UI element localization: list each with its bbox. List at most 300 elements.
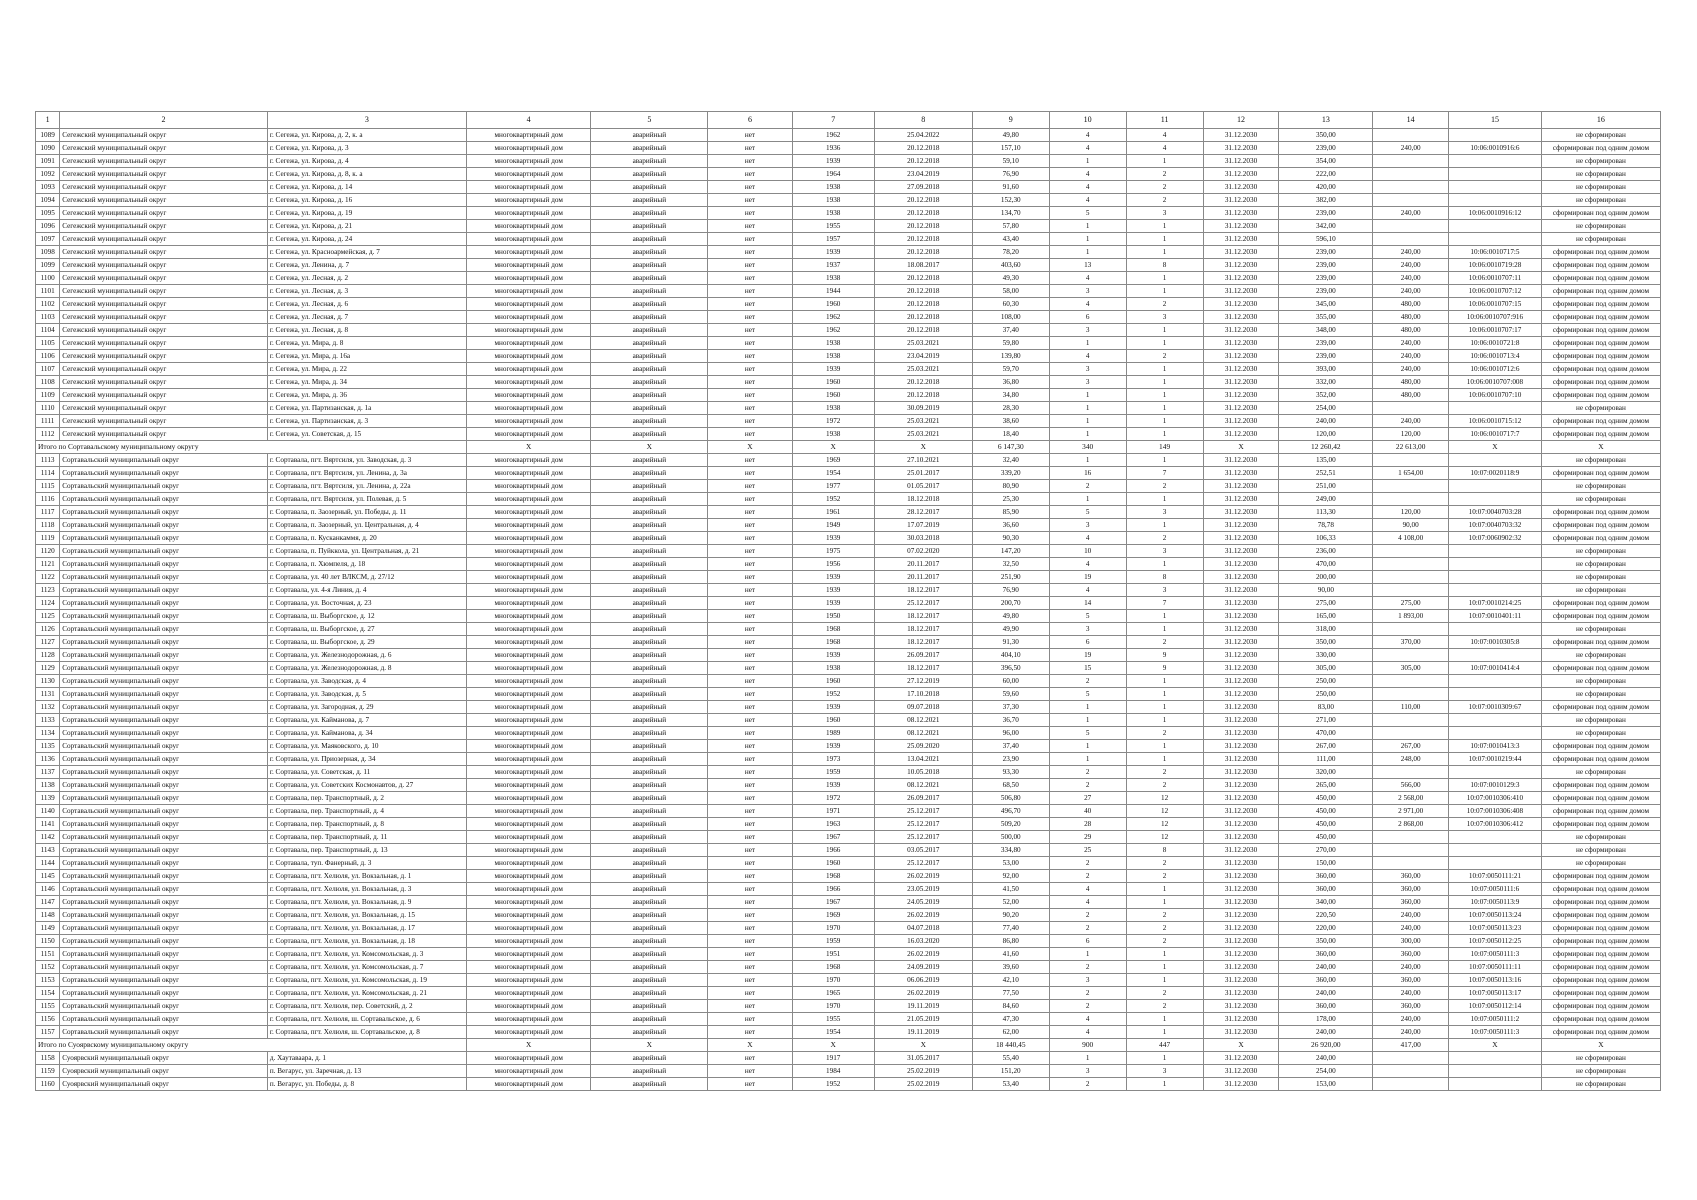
table-cell: 10:06:0010707:15: [1449, 298, 1542, 311]
table-cell: 3: [1049, 363, 1126, 376]
table-cell: 4: [1049, 298, 1126, 311]
table-row: [36, 649, 1661, 662]
table-cell: Сортавальский муниципальный округ: [60, 961, 268, 974]
table-cell: 10:07:0050113:17: [1449, 987, 1542, 1000]
table-cell: 31.12.2030: [1203, 350, 1279, 363]
table-cell: Сортавальский муниципальный округ: [60, 844, 268, 857]
table-cell: Сегежский муниципальный округ: [60, 402, 268, 415]
table-cell: 31.12.2030: [1203, 142, 1279, 155]
table-cell: 240,00: [1373, 207, 1449, 220]
table-cell: аварийный: [591, 155, 708, 168]
table-cell: 239,00: [1279, 246, 1373, 259]
table-cell: аварийный: [591, 519, 708, 532]
table-cell: многоквартирный дом: [467, 532, 591, 545]
table-cell: 10:06:0010713:4: [1449, 350, 1542, 363]
table-cell: 1130: [36, 675, 60, 688]
table-cell: 31.12.2030: [1203, 857, 1279, 870]
table-cell: 18,40: [972, 428, 1049, 441]
table-cell: г. Сортавала, ш. Выборгское, д. 29: [267, 636, 466, 649]
table-cell: аварийный: [591, 285, 708, 298]
table-cell: 1: [1049, 155, 1126, 168]
table-cell: многоквартирный дом: [467, 220, 591, 233]
table-cell: многоквартирный дом: [467, 519, 591, 532]
table-cell: 1: [1126, 376, 1203, 389]
table-cell: 31.12.2030: [1203, 272, 1279, 285]
table-cell: [1449, 727, 1542, 740]
table-cell: нет: [708, 168, 792, 181]
summary-row: [36, 441, 1661, 454]
table-cell: 3: [1049, 285, 1126, 298]
table-cell: 240,00: [1373, 246, 1449, 259]
table-cell: [1373, 129, 1449, 142]
table-cell: 10:07:0010401:11: [1449, 610, 1542, 623]
table-cell: сформирован под одним домом: [1541, 207, 1660, 220]
table-cell: 31.12.2030: [1203, 532, 1279, 545]
table-cell: сформирован под одним домом: [1541, 363, 1660, 376]
table-cell: 31.12.2030: [1203, 311, 1279, 324]
table-cell: 10:07:0050113:24: [1449, 909, 1542, 922]
table-cell: Сегежский муниципальный округ: [60, 311, 268, 324]
table-cell: Суоярвский муниципальный округ: [60, 1078, 268, 1091]
table-cell: 339,20: [972, 467, 1049, 480]
table-cell: аварийный: [591, 649, 708, 662]
table-row: [36, 740, 1661, 753]
table-cell: аварийный: [591, 623, 708, 636]
table-cell: многоквартирный дом: [467, 1052, 591, 1065]
table-cell: аварийный: [591, 922, 708, 935]
table-cell: аварийный: [591, 220, 708, 233]
table-cell: 26.09.2017: [874, 792, 972, 805]
table-cell: 6: [1049, 636, 1126, 649]
table-cell: аварийный: [591, 935, 708, 948]
table-cell: Сегежский муниципальный округ: [60, 194, 268, 207]
table-cell: 480,00: [1373, 298, 1449, 311]
table-cell: многоквартирный дом: [467, 337, 591, 350]
table-cell: г. Сегежа, ул. Мира, д. 34: [267, 376, 466, 389]
table-cell: [1449, 194, 1542, 207]
table-cell: 20.12.2018: [874, 272, 972, 285]
table-cell: 2 568,00: [1373, 792, 1449, 805]
table-cell: 30.09.2019: [874, 402, 972, 415]
table-cell: г. Сортавала, пгт. Хелюля, ул. Вокзальная, д. 18: [267, 935, 466, 948]
table-row: [36, 1065, 1661, 1078]
table-cell: Сортавальский муниципальный округ: [60, 779, 268, 792]
table-row: [36, 272, 1661, 285]
table-cell: 3: [1049, 519, 1126, 532]
table-row: [36, 1000, 1661, 1013]
table-cell: X: [708, 1039, 792, 1052]
table-cell: 355,00: [1279, 311, 1373, 324]
table-cell: 25.03.2021: [874, 428, 972, 441]
table-cell: 1149: [36, 922, 60, 935]
table-cell: 1095: [36, 207, 60, 220]
table-cell: 480,00: [1373, 389, 1449, 402]
table-cell: 31.12.2030: [1203, 285, 1279, 298]
table-cell: Сортавальский муниципальный округ: [60, 753, 268, 766]
table-cell: 200,00: [1279, 571, 1373, 584]
table-cell: 3: [1126, 311, 1203, 324]
table-cell: не сформирован: [1541, 714, 1660, 727]
table-cell: нет: [708, 753, 792, 766]
table-cell: 20.12.2018: [874, 207, 972, 220]
table-cell: 10:07:0050112:14: [1449, 1000, 1542, 1013]
table-cell: г. Сортавала, п. Заозерный, ул. Победы, д. 11: [267, 506, 466, 519]
table-cell: 21.05.2019: [874, 1013, 972, 1026]
table-cell: [1449, 168, 1542, 181]
table-cell: многоквартирный дом: [467, 948, 591, 961]
table-cell: 36,70: [972, 714, 1049, 727]
table-cell: 250,00: [1279, 688, 1373, 701]
table-cell: Сегежский муниципальный округ: [60, 259, 268, 272]
table-cell: нет: [708, 935, 792, 948]
table-cell: Сортавальский муниципальный округ: [60, 532, 268, 545]
table-cell: 20.12.2018: [874, 389, 972, 402]
table-cell: 1954: [792, 1026, 874, 1039]
table-cell: 1: [1126, 428, 1203, 441]
table-cell: 9: [1126, 662, 1203, 675]
table-cell: 93,30: [972, 766, 1049, 779]
table-row: [36, 376, 1661, 389]
table-cell: 10:07:0010414:4: [1449, 662, 1542, 675]
table-cell: 41,50: [972, 883, 1049, 896]
table-cell: многоквартирный дом: [467, 909, 591, 922]
table-cell: [1449, 714, 1542, 727]
table-row: [36, 922, 1661, 935]
table-cell: 1: [1126, 272, 1203, 285]
table-cell: аварийный: [591, 701, 708, 714]
table-cell: 31.12.2030: [1203, 792, 1279, 805]
table-cell: 480,00: [1373, 376, 1449, 389]
table-cell: 76,90: [972, 168, 1049, 181]
table-cell: г. Сортавала, пер. Транспортный, д. 2: [267, 792, 466, 805]
table-cell: 10:07:0050111:21: [1449, 870, 1542, 883]
table-cell: 1112: [36, 428, 60, 441]
table-cell: 360,00: [1373, 883, 1449, 896]
table-cell: 34,80: [972, 389, 1049, 402]
table-cell: 396,50: [972, 662, 1049, 675]
table-cell: [1373, 233, 1449, 246]
table-cell: многоквартирный дом: [467, 727, 591, 740]
table-cell: [1449, 584, 1542, 597]
table-cell: не сформирован: [1541, 857, 1660, 870]
table-cell: 496,70: [972, 805, 1049, 818]
table-cell: 36,60: [972, 519, 1049, 532]
table-cell: 23.04.2019: [874, 168, 972, 181]
table-cell: сформирован под одним домом: [1541, 246, 1660, 259]
table-cell: 42,10: [972, 974, 1049, 987]
table-cell: 2: [1126, 766, 1203, 779]
table-cell: Сортавальский муниципальный округ: [60, 701, 268, 714]
table-cell: Сортавальский муниципальный округ: [60, 610, 268, 623]
table-cell: 8: [1126, 259, 1203, 272]
table-cell: 1111: [36, 415, 60, 428]
table-cell: г. Сортавала, ул. Приозерная, д. 34: [267, 753, 466, 766]
table-cell: 393,00: [1279, 363, 1373, 376]
table-cell: аварийный: [591, 467, 708, 480]
table-cell: [1449, 857, 1542, 870]
table-cell: 1939: [792, 571, 874, 584]
table-cell: 1938: [792, 428, 874, 441]
table-cell: нет: [708, 805, 792, 818]
summary-row: [36, 1039, 1661, 1052]
table-row: [36, 142, 1661, 155]
table-cell: 2: [1049, 922, 1126, 935]
table-cell: 350,00: [1279, 129, 1373, 142]
table-cell: 25,30: [972, 493, 1049, 506]
table-cell: 1938: [792, 350, 874, 363]
table-cell: 240,00: [1279, 987, 1373, 1000]
table-cell: 20.12.2018: [874, 220, 972, 233]
table-cell: многоквартирный дом: [467, 415, 591, 428]
table-cell: 1938: [792, 662, 874, 675]
table-cell: 1939: [792, 246, 874, 259]
table-cell: 5: [1049, 688, 1126, 701]
table-cell: 80,90: [972, 480, 1049, 493]
table-cell: [1449, 558, 1542, 571]
table-cell: 10:07:0050111:11: [1449, 961, 1542, 974]
table-cell: 12: [1126, 818, 1203, 831]
table-cell: 1131: [36, 688, 60, 701]
table-cell: 150,00: [1279, 857, 1373, 870]
table-cell: 31.12.2030: [1203, 233, 1279, 246]
table-cell: [1449, 649, 1542, 662]
table-row: [36, 532, 1661, 545]
table-cell: 31.12.2030: [1203, 220, 1279, 233]
table-cell: Сортавальский муниципальный округ: [60, 649, 268, 662]
table-cell: 1: [1126, 415, 1203, 428]
table-cell: 2: [1126, 857, 1203, 870]
table-cell: 49,30: [972, 272, 1049, 285]
table-cell: 85,90: [972, 506, 1049, 519]
table-cell: 1: [1049, 493, 1126, 506]
table-cell: 18 440,45: [972, 1039, 1049, 1052]
table-cell: 1108: [36, 376, 60, 389]
table-cell: 20.12.2018: [874, 285, 972, 298]
table-cell: 1961: [792, 506, 874, 519]
table-cell: 10:06:0010707:11: [1449, 272, 1542, 285]
table-cell: многоквартирный дом: [467, 844, 591, 857]
table-cell: 10:06:0010916:6: [1449, 142, 1542, 155]
table-cell: 596,10: [1279, 233, 1373, 246]
table-cell: 1145: [36, 870, 60, 883]
table-cell: [1373, 675, 1449, 688]
table-cell: 1: [1049, 753, 1126, 766]
table-cell: 345,00: [1279, 298, 1373, 311]
table-cell: 60,30: [972, 298, 1049, 311]
table-cell: 31.12.2030: [1203, 194, 1279, 207]
table-cell: 31.12.2030: [1203, 558, 1279, 571]
table-cell: 1939: [792, 155, 874, 168]
table-row: [36, 935, 1661, 948]
table-cell: Сегежский муниципальный округ: [60, 129, 268, 142]
table-cell: аварийный: [591, 1078, 708, 1091]
table-cell: [1373, 402, 1449, 415]
table-cell: Сортавальский муниципальный округ: [60, 831, 268, 844]
table-cell: многоквартирный дом: [467, 714, 591, 727]
table-cell: 1129: [36, 662, 60, 675]
table-cell: 43,40: [972, 233, 1049, 246]
table-cell: сформирован под одним домом: [1541, 974, 1660, 987]
table-cell: нет: [708, 883, 792, 896]
table-cell: аварийный: [591, 298, 708, 311]
table-row: [36, 467, 1661, 480]
table-cell: [1373, 1078, 1449, 1091]
table-cell: аварийный: [591, 259, 708, 272]
table-cell: 240,00: [1373, 337, 1449, 350]
table-cell: 1938: [792, 337, 874, 350]
table-cell: многоквартирный дом: [467, 350, 591, 363]
table-cell: многоквартирный дом: [467, 506, 591, 519]
table-row: [36, 168, 1661, 181]
table-cell: [1373, 688, 1449, 701]
table-cell: 240,00: [1373, 350, 1449, 363]
table-cell: нет: [708, 610, 792, 623]
table-cell: Сегежский муниципальный округ: [60, 207, 268, 220]
table-cell: аварийный: [591, 792, 708, 805]
table-cell: многоквартирный дом: [467, 272, 591, 285]
table-cell: многоквартирный дом: [467, 883, 591, 896]
table-cell: 1156: [36, 1013, 60, 1026]
table-cell: 25.12.2017: [874, 818, 972, 831]
table-cell: 25: [1049, 844, 1126, 857]
column-number-9: 9: [972, 112, 1049, 129]
table-cell: 1970: [792, 922, 874, 935]
table-cell: Сортавальский муниципальный округ: [60, 584, 268, 597]
table-cell: нет: [708, 220, 792, 233]
table-cell: 31.12.2030: [1203, 389, 1279, 402]
table-cell: аварийный: [591, 636, 708, 649]
table-cell: 78,20: [972, 246, 1049, 259]
table-cell: 25.12.2017: [874, 831, 972, 844]
table-cell: 1121: [36, 558, 60, 571]
table-cell: г. Сегежа, ул. Лесная, д. 7: [267, 311, 466, 324]
table-cell: 1960: [792, 298, 874, 311]
table-cell: 106,33: [1279, 532, 1373, 545]
table-cell: 251,00: [1279, 480, 1373, 493]
table-cell: 27.10.2021: [874, 454, 972, 467]
table-cell: 1938: [792, 181, 874, 194]
table-cell: 1089: [36, 129, 60, 142]
table-cell: 58,00: [972, 285, 1049, 298]
table-cell: нет: [708, 597, 792, 610]
table-cell: г. Сегежа, ул. Партизанская, д. 1а: [267, 402, 466, 415]
table-cell: 31.12.2030: [1203, 129, 1279, 142]
table-cell: 2: [1126, 779, 1203, 792]
table-cell: аварийный: [591, 779, 708, 792]
table-cell: 31.12.2030: [1203, 935, 1279, 948]
table-cell: 25.02.2019: [874, 1078, 972, 1091]
table-cell: [1449, 402, 1542, 415]
table-cell: 08.12.2021: [874, 727, 972, 740]
table-cell: г. Сегежа, ул. Лесная, д. 2: [267, 272, 466, 285]
table-cell: г. Сегежа, ул. Кирова, д. 21: [267, 220, 466, 233]
table-cell: 420,00: [1279, 181, 1373, 194]
table-cell: X: [792, 1039, 874, 1052]
table-cell: 6: [1049, 935, 1126, 948]
table-cell: не сформирован: [1541, 844, 1660, 857]
table-cell: многоквартирный дом: [467, 311, 591, 324]
table-row: [36, 337, 1661, 350]
table-cell: многоквартирный дом: [467, 467, 591, 480]
table-cell: Сегежский муниципальный округ: [60, 363, 268, 376]
table-cell: 2: [1049, 675, 1126, 688]
table-cell: 31.12.2030: [1203, 428, 1279, 441]
table-cell: 360,00: [1279, 1000, 1373, 1013]
table-cell: 1152: [36, 961, 60, 974]
table-cell: многоквартирный дом: [467, 1065, 591, 1078]
table-cell: 1968: [792, 623, 874, 636]
table-row: [36, 610, 1661, 623]
table-cell: многоквартирный дом: [467, 610, 591, 623]
table-cell: аварийный: [591, 805, 708, 818]
table-cell: д. Хаутаваара, д. 1: [267, 1052, 466, 1065]
table-cell: Сортавальский муниципальный округ: [60, 467, 268, 480]
table-cell: 31.12.2030: [1203, 168, 1279, 181]
table-cell: 10:06:0010707:916: [1449, 311, 1542, 324]
table-cell: 10:06:0010712:6: [1449, 363, 1542, 376]
table-cell: 31.05.2017: [874, 1052, 972, 1065]
table-cell: Сортавальский муниципальный округ: [60, 740, 268, 753]
table-cell: [1373, 155, 1449, 168]
column-number-10: 10: [1049, 112, 1126, 129]
table-cell: 24.05.2019: [874, 896, 972, 909]
column-number-8: 8: [874, 112, 972, 129]
table-cell: многоквартирный дом: [467, 792, 591, 805]
table-cell: 31.12.2030: [1203, 662, 1279, 675]
table-row: [36, 636, 1661, 649]
table-cell: нет: [708, 376, 792, 389]
table-cell: аварийный: [591, 428, 708, 441]
table-cell: 1960: [792, 857, 874, 870]
table-cell: сформирован под одним домом: [1541, 922, 1660, 935]
table-cell: г. Сегежа, ул. Партизанская, д. 3: [267, 415, 466, 428]
table-cell: 1949: [792, 519, 874, 532]
table-row: [36, 454, 1661, 467]
table-cell: 1960: [792, 376, 874, 389]
table-cell: 1: [1049, 220, 1126, 233]
table-cell: 19.11.2019: [874, 1000, 972, 1013]
table-cell: аварийный: [591, 389, 708, 402]
table-cell: 77,50: [972, 987, 1049, 1000]
table-cell: аварийный: [591, 311, 708, 324]
table-cell: 2: [1126, 870, 1203, 883]
table-cell: 1969: [792, 454, 874, 467]
table-cell: 16: [1049, 467, 1126, 480]
table-cell: Сегежский муниципальный округ: [60, 168, 268, 181]
table-cell: 1123: [36, 584, 60, 597]
table-cell: нет: [708, 922, 792, 935]
table-cell: 1956: [792, 558, 874, 571]
table-cell: аварийный: [591, 753, 708, 766]
table-cell: сформирован под одним домом: [1541, 311, 1660, 324]
table-cell: 5: [1049, 506, 1126, 519]
table-cell: нет: [708, 467, 792, 480]
table-cell: 1092: [36, 168, 60, 181]
table-cell: 1: [1126, 610, 1203, 623]
table-cell: [1373, 571, 1449, 584]
table-cell: 31.12.2030: [1203, 506, 1279, 519]
table-cell: 1147: [36, 896, 60, 909]
table-cell: г. Сортавала, ул. Кайманова, д. 7: [267, 714, 466, 727]
table-cell: нет: [708, 558, 792, 571]
table-row: [36, 597, 1661, 610]
table-cell: 1939: [792, 649, 874, 662]
table-row: [36, 805, 1661, 818]
table-cell: сформирован под одним домом: [1541, 389, 1660, 402]
table-cell: 31.12.2030: [1203, 324, 1279, 337]
table-cell: Сегежский муниципальный округ: [60, 376, 268, 389]
table-cell: нет: [708, 129, 792, 142]
